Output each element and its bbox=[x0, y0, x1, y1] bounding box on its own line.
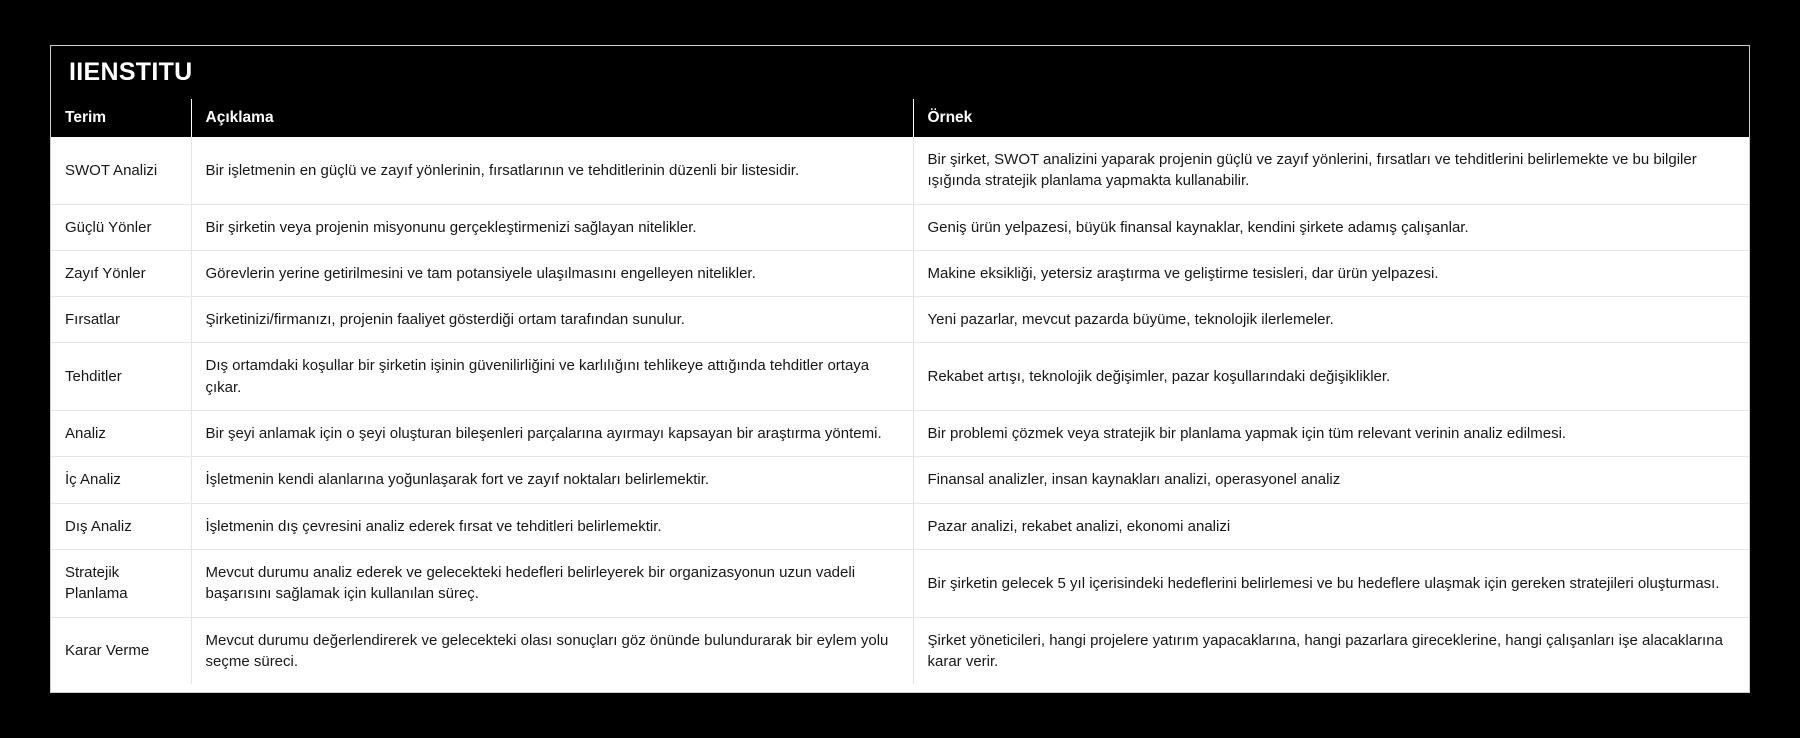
cell-example: Yeni pazarlar, mevcut pazarda büyüme, teknolojik ilerlemeler. bbox=[913, 297, 1749, 343]
table-row bbox=[51, 343, 1749, 411]
cell-example: Pazar analizi, rekabet analizi, ekonomi analizi bbox=[913, 503, 1749, 549]
cell-term: SWOT Analizi bbox=[51, 137, 191, 204]
column-header-terim: Terim bbox=[51, 99, 191, 137]
table-head bbox=[51, 99, 1749, 137]
brand-header bbox=[51, 46, 1749, 99]
glossary-table-card bbox=[50, 45, 1750, 693]
cell-description: Bir şeyi anlamak için o şeyi oluşturan bileşenleri parçalarına ayırmayı kapsayan bir araştırma yöntemi. bbox=[191, 411, 913, 457]
cell-term: Zayıf Yönler bbox=[51, 250, 191, 296]
cell-description: İşletmenin dış çevresini analiz ederek fırsat ve tehditleri belirlemektir. bbox=[191, 503, 913, 549]
cell-example: Bir şirketin gelecek 5 yıl içerisindeki hedeflerini belirlemesi ve bu hedeflere ulaşmak için gereken stratejileri oluşturması. bbox=[913, 549, 1749, 617]
glossary-table bbox=[51, 99, 1749, 684]
table-row bbox=[51, 204, 1749, 250]
cell-description: İşletmenin kendi alanlarına yoğunlaşarak fort ve zayıf noktaları belirlemektir. bbox=[191, 457, 913, 503]
cell-example: Rekabet artışı, teknolojik değişimler, pazar koşullarındaki değişiklikler. bbox=[913, 343, 1749, 411]
cell-example: Geniş ürün yelpazesi, büyük finansal kaynaklar, kendini şirkete adamış çalışanlar. bbox=[913, 204, 1749, 250]
cell-term: Stratejik Planlama bbox=[51, 549, 191, 617]
cell-description: Dış ortamdaki koşullar bir şirketin işinin güvenilirliğini ve karlılığını tehlikeye attığında tehditler ortaya çıkar. bbox=[191, 343, 913, 411]
cell-term: Analiz bbox=[51, 411, 191, 457]
table-row bbox=[51, 297, 1749, 343]
table-body bbox=[51, 137, 1749, 684]
column-header-ornek: Örnek bbox=[913, 99, 1749, 137]
cell-term: Tehditler bbox=[51, 343, 191, 411]
cell-description: Bir işletmenin en güçlü ve zayıf yönlerinin, fırsatlarının ve tehditlerinin düzenli bir listesidir. bbox=[191, 137, 913, 204]
table-row bbox=[51, 503, 1749, 549]
cell-example: Bir problemi çözmek veya stratejik bir planlama yapmak için tüm relevant verinin analiz edilmesi. bbox=[913, 411, 1749, 457]
table-header-row bbox=[51, 99, 1749, 137]
cell-term: Karar Verme bbox=[51, 617, 191, 684]
cell-description: Görevlerin yerine getirilmesini ve tam potansiyele ulaşılmasını engelleyen nitelikler. bbox=[191, 250, 913, 296]
table-row bbox=[51, 137, 1749, 204]
cell-description: Mevcut durumu değerlendirerek ve gelecekteki olası sonuçları göz önünde bulundurarak bir eylem yolu seçme süreci. bbox=[191, 617, 913, 684]
table-row bbox=[51, 457, 1749, 503]
cell-description: Bir şirketin veya projenin misyonunu gerçekleştirmenizi sağlayan nitelikler. bbox=[191, 204, 913, 250]
cell-description: Mevcut durumu analiz ederek ve gelecekteki hedefleri belirleyerek bir organizasyonun uzun vadeli başarısını sağlamak için kullanılan süreç. bbox=[191, 549, 913, 617]
cell-term: Güçlü Yönler bbox=[51, 204, 191, 250]
cell-example: Bir şirket, SWOT analizini yaparak projenin güçlü ve zayıf yönlerini, fırsatları ve tehditlerini belirlemekte ve bu bilgiler ışığında stratejik planlama yapmakta kullanabilir. bbox=[913, 137, 1749, 204]
table-row bbox=[51, 250, 1749, 296]
cell-example: Şirket yöneticileri, hangi projelere yatırım yapacaklarına, hangi pazarlara gireceklerine, hangi çalışanları işe alacaklarına karar verir. bbox=[927, 631, 1723, 670]
table-row bbox=[51, 617, 1749, 684]
column-header-aciklama: Açıklama bbox=[191, 99, 913, 137]
cell-example: Makine eksikliği, yetersiz araştırma ve geliştirme tesisleri, dar ürün yelpazesi. bbox=[913, 250, 1749, 296]
cell-description: Şirketinizi/firmanızı, projenin faaliyet gösterdiği ortam tarafından sunulur. bbox=[191, 297, 913, 343]
cell-term: İç Analiz bbox=[51, 457, 191, 503]
table-row bbox=[51, 411, 1749, 457]
table-row bbox=[51, 549, 1749, 617]
brand-title: IIENSTITU bbox=[69, 58, 193, 86]
cell-term: Fırsatlar bbox=[51, 297, 191, 343]
cell-example: Finansal analizler, insan kaynakları analizi, operasyonel analiz bbox=[913, 457, 1749, 503]
cell-term: Dış Analiz bbox=[51, 503, 191, 549]
